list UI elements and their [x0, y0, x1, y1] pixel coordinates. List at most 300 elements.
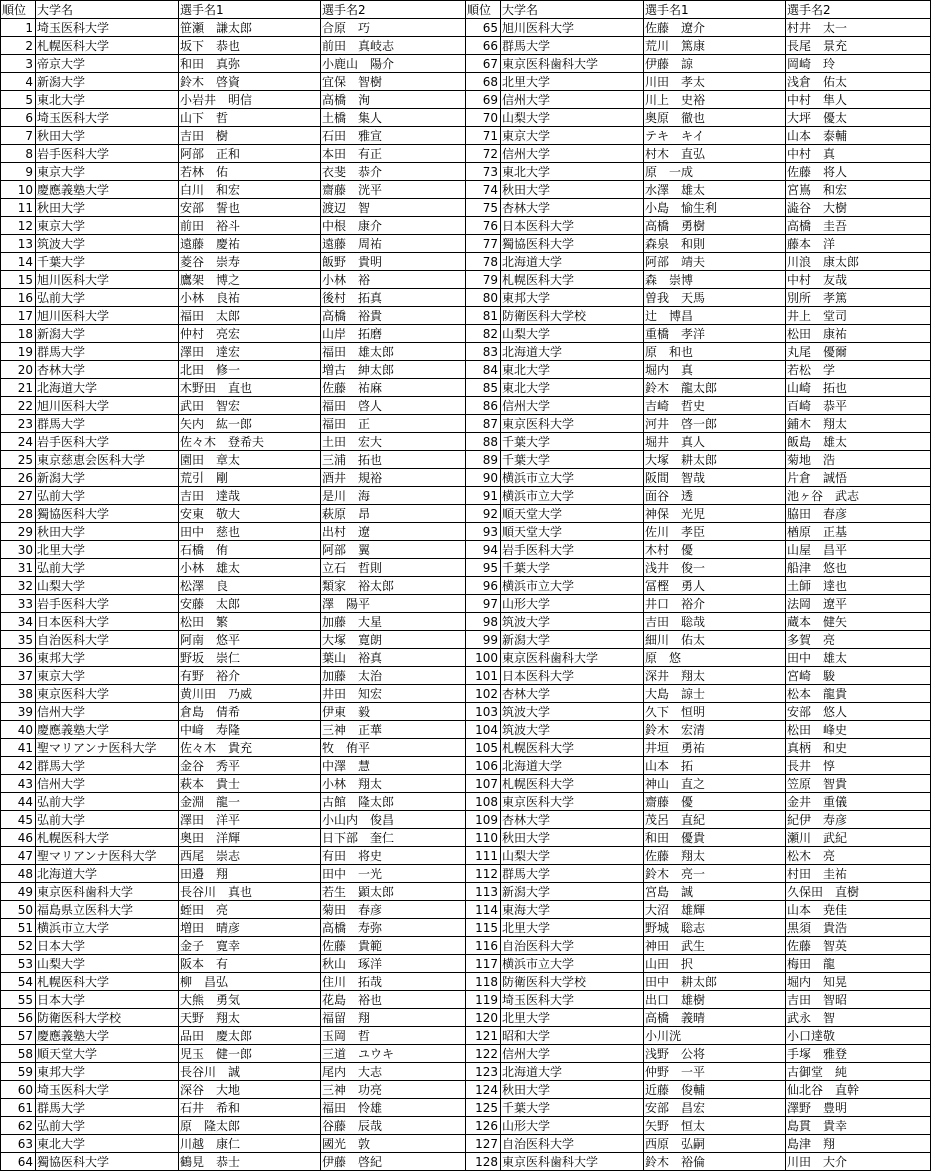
rank-cell[interactable]: 65: [466, 19, 501, 37]
player2-cell[interactable]: 増古 紳太郎: [321, 361, 466, 379]
university-cell[interactable]: 埼玉医科大学: [36, 1081, 179, 1099]
player2-cell[interactable]: 村田 圭祐: [786, 865, 931, 883]
rank-cell[interactable]: 88: [466, 433, 501, 451]
university-cell[interactable]: 東邦大学: [501, 289, 644, 307]
player1-cell[interactable]: 野坂 崇仁: [179, 649, 321, 667]
rank-cell[interactable]: 109: [466, 811, 501, 829]
rank-cell[interactable]: 33: [1, 595, 36, 613]
player1-cell[interactable]: 安部 誓也: [179, 199, 321, 217]
player2-cell[interactable]: 若生 顕太郎: [321, 883, 466, 901]
player2-cell[interactable]: 田中 一光: [321, 865, 466, 883]
player1-cell[interactable]: 笹瀬 謙太郎: [179, 19, 321, 37]
player1-cell[interactable]: 宮島 誠: [644, 883, 786, 901]
player2-cell[interactable]: 玉岡 哲: [321, 1027, 466, 1045]
university-cell[interactable]: 横浜市立大学: [501, 955, 644, 973]
rank-cell[interactable]: 29: [1, 523, 36, 541]
player2-cell[interactable]: 川田 大介: [786, 1153, 931, 1171]
player1-cell[interactable]: 長谷川 真也: [179, 883, 321, 901]
rank-cell[interactable]: 38: [1, 685, 36, 703]
rank-cell[interactable]: 47: [1, 847, 36, 865]
player2-cell[interactable]: 谷藤 辰哉: [321, 1117, 466, 1135]
player2-cell[interactable]: 宮嶌 和宏: [786, 181, 931, 199]
player2-cell[interactable]: 前田 真岐志: [321, 37, 466, 55]
rank-cell[interactable]: 17: [1, 307, 36, 325]
player2-cell[interactable]: 土田 宏大: [321, 433, 466, 451]
rank-cell[interactable]: 15: [1, 271, 36, 289]
university-cell[interactable]: 東海大学: [501, 901, 644, 919]
player2-cell[interactable]: 牧 侑平: [321, 739, 466, 757]
university-cell[interactable]: 筑波大学: [501, 721, 644, 739]
university-cell[interactable]: 東北大学: [501, 361, 644, 379]
player1-cell[interactable]: 吉田 樹: [179, 127, 321, 145]
rank-cell[interactable]: 91: [466, 487, 501, 505]
university-cell[interactable]: 岩手医科大学: [501, 541, 644, 559]
rank-cell[interactable]: 34: [1, 613, 36, 631]
player1-cell[interactable]: 和田 真弥: [179, 55, 321, 73]
player1-cell[interactable]: 小川洸: [644, 1027, 786, 1045]
player2-cell[interactable]: 佐藤 将人: [786, 163, 931, 181]
rank-cell[interactable]: 39: [1, 703, 36, 721]
player2-cell[interactable]: 合原 巧: [321, 19, 466, 37]
player1-cell[interactable]: 堀井 真人: [644, 433, 786, 451]
player2-cell[interactable]: 菊田 春彦: [321, 901, 466, 919]
player2-cell[interactable]: 若松 学: [786, 361, 931, 379]
university-cell[interactable]: 北海道大学: [36, 379, 179, 397]
rank-cell[interactable]: 69: [466, 91, 501, 109]
rank-cell[interactable]: 90: [466, 469, 501, 487]
player2-cell[interactable]: 笠原 智貴: [786, 775, 931, 793]
player1-cell[interactable]: 山本 拓: [644, 757, 786, 775]
rank-cell[interactable]: 122: [466, 1045, 501, 1063]
player2-cell[interactable]: 澤 陽平: [321, 595, 466, 613]
rank-cell[interactable]: 42: [1, 757, 36, 775]
rank-cell[interactable]: 48: [1, 865, 36, 883]
university-cell[interactable]: 東邦大学: [36, 1063, 179, 1081]
university-cell[interactable]: 杏林大学: [501, 811, 644, 829]
rank-cell[interactable]: 68: [466, 73, 501, 91]
player2-cell[interactable]: 松田 康祐: [786, 325, 931, 343]
university-cell[interactable]: 弘前大学: [36, 487, 179, 505]
player1-cell[interactable]: 小岩井 明信: [179, 91, 321, 109]
university-cell[interactable]: 北里大学: [501, 1009, 644, 1027]
rank-cell[interactable]: 94: [466, 541, 501, 559]
player2-cell[interactable]: 中村 友哉: [786, 271, 931, 289]
player2-cell[interactable]: 出村 遼: [321, 523, 466, 541]
player1-cell[interactable]: 木村 優: [644, 541, 786, 559]
university-cell[interactable]: 札幌医科大学: [36, 973, 179, 991]
rank-cell[interactable]: 76: [466, 217, 501, 235]
rank-cell[interactable]: 55: [1, 991, 36, 1009]
rank-cell[interactable]: 100: [466, 649, 501, 667]
rank-cell[interactable]: 75: [466, 199, 501, 217]
rank-cell[interactable]: 6: [1, 109, 36, 127]
university-cell[interactable]: 弘前大学: [36, 559, 179, 577]
university-cell[interactable]: 横浜市立大学: [36, 919, 179, 937]
player2-cell[interactable]: 蔵本 健矢: [786, 613, 931, 631]
player1-cell[interactable]: 河井 啓一郎: [644, 415, 786, 433]
rank-cell[interactable]: 83: [466, 343, 501, 361]
player2-cell[interactable]: 小林 翔太: [321, 775, 466, 793]
university-cell[interactable]: 群馬大学: [36, 415, 179, 433]
player2-cell[interactable]: 土師 達也: [786, 577, 931, 595]
player2-cell[interactable]: 山本 泰輔: [786, 127, 931, 145]
rank-cell[interactable]: 21: [1, 379, 36, 397]
university-cell[interactable]: 順天堂大学: [501, 523, 644, 541]
rank-cell[interactable]: 44: [1, 793, 36, 811]
player1-cell[interactable]: 吉田 達哉: [179, 487, 321, 505]
university-cell[interactable]: 東京大学: [36, 217, 179, 235]
rank-cell[interactable]: 12: [1, 217, 36, 235]
player1-cell[interactable]: 小林 雄太: [179, 559, 321, 577]
university-cell[interactable]: 日本医科大学: [501, 667, 644, 685]
rank-cell[interactable]: 28: [1, 505, 36, 523]
rank-cell[interactable]: 98: [466, 613, 501, 631]
player2-cell[interactable]: 井田 知宏: [321, 685, 466, 703]
player2-cell[interactable]: 別所 孝篤: [786, 289, 931, 307]
rank-cell[interactable]: 77: [466, 235, 501, 253]
university-cell[interactable]: 獨協医科大学: [501, 235, 644, 253]
university-cell[interactable]: 信州大学: [36, 703, 179, 721]
rank-cell[interactable]: 51: [1, 919, 36, 937]
university-cell[interactable]: 千葉大学: [501, 433, 644, 451]
player2-cell[interactable]: 島津 翔: [786, 1135, 931, 1153]
rank-cell[interactable]: 53: [1, 955, 36, 973]
university-cell[interactable]: 東北大学: [501, 163, 644, 181]
player1-cell[interactable]: 阿部 正和: [179, 145, 321, 163]
rank-cell[interactable]: 78: [466, 253, 501, 271]
player1-cell[interactable]: 久下 恒明: [644, 703, 786, 721]
player2-cell[interactable]: 澁谷 大樹: [786, 199, 931, 217]
university-cell[interactable]: 旭川医科大学: [36, 307, 179, 325]
player2-cell[interactable]: 中澤 慧: [321, 757, 466, 775]
player1-cell[interactable]: 和田 優貴: [644, 829, 786, 847]
university-cell[interactable]: 東京医科大学: [501, 415, 644, 433]
player2-cell[interactable]: 山屋 昌平: [786, 541, 931, 559]
rank-cell[interactable]: 40: [1, 721, 36, 739]
university-cell[interactable]: 杏林大学: [36, 361, 179, 379]
rank-cell[interactable]: 118: [466, 973, 501, 991]
header-university[interactable]: 大学名: [36, 1, 179, 19]
rank-cell[interactable]: 60: [1, 1081, 36, 1099]
rank-cell[interactable]: 87: [466, 415, 501, 433]
player1-cell[interactable]: 品田 慶太郎: [179, 1027, 321, 1045]
player2-cell[interactable]: 吉田 智昭: [786, 991, 931, 1009]
university-cell[interactable]: 山梨大学: [501, 325, 644, 343]
player1-cell[interactable]: 山下 哲: [179, 109, 321, 127]
rank-cell[interactable]: 117: [466, 955, 501, 973]
player1-cell[interactable]: 阪間 智哉: [644, 469, 786, 487]
header-player2[interactable]: 選手名2: [321, 1, 466, 19]
university-cell[interactable]: 東京医科大学: [501, 793, 644, 811]
player1-cell[interactable]: 井垣 勇祐: [644, 739, 786, 757]
player2-cell[interactable]: 後村 拓真: [321, 289, 466, 307]
rank-cell[interactable]: 81: [466, 307, 501, 325]
rank-cell[interactable]: 27: [1, 487, 36, 505]
player1-cell[interactable]: 重橋 孝洋: [644, 325, 786, 343]
rank-cell[interactable]: 10: [1, 181, 36, 199]
university-cell[interactable]: 横浜市立大学: [501, 469, 644, 487]
player2-cell[interactable]: 花島 裕也: [321, 991, 466, 1009]
player2-cell[interactable]: 松田 峰史: [786, 721, 931, 739]
player2-cell[interactable]: 山岸 拓磨: [321, 325, 466, 343]
university-cell[interactable]: 慶應義塾大学: [36, 181, 179, 199]
rank-cell[interactable]: 95: [466, 559, 501, 577]
player1-cell[interactable]: 深井 翔太: [644, 667, 786, 685]
player1-cell[interactable]: 仲野 一平: [644, 1063, 786, 1081]
player2-cell[interactable]: 葉山 裕真: [321, 649, 466, 667]
university-cell[interactable]: 弘前大学: [36, 1117, 179, 1135]
player1-cell[interactable]: 高橋 勇樹: [644, 217, 786, 235]
university-cell[interactable]: 慶應義塾大学: [36, 1027, 179, 1045]
player1-cell[interactable]: 出口 雄樹: [644, 991, 786, 1009]
player1-cell[interactable]: 白川 和宏: [179, 181, 321, 199]
university-cell[interactable]: 昭和大学: [501, 1027, 644, 1045]
player2-cell[interactable]: 楢原 正基: [786, 523, 931, 541]
player1-cell[interactable]: テキ キイ: [644, 127, 786, 145]
player2-cell[interactable]: 松本 龍貴: [786, 685, 931, 703]
rank-cell[interactable]: 54: [1, 973, 36, 991]
player2-cell[interactable]: 片倉 誠悟: [786, 469, 931, 487]
university-cell[interactable]: 弘前大学: [36, 289, 179, 307]
university-cell[interactable]: 東京大学: [501, 127, 644, 145]
player1-cell[interactable]: 荒引 剛: [179, 469, 321, 487]
player2-cell[interactable]: 中村 真: [786, 145, 931, 163]
player2-cell[interactable]: 小口達敬: [786, 1027, 931, 1045]
rank-cell[interactable]: 36: [1, 649, 36, 667]
university-cell[interactable]: 順天堂大学: [501, 505, 644, 523]
rank-cell[interactable]: 70: [466, 109, 501, 127]
university-cell[interactable]: 筑波大学: [501, 703, 644, 721]
university-cell[interactable]: 秋田大学: [36, 127, 179, 145]
player2-cell[interactable]: 福田 怜雄: [321, 1099, 466, 1117]
player2-cell[interactable]: 三神 正華: [321, 721, 466, 739]
player2-cell[interactable]: 土橋 集人: [321, 109, 466, 127]
player2-cell[interactable]: 尾内 大志: [321, 1063, 466, 1081]
player2-cell[interactable]: 小林 裕: [321, 271, 466, 289]
player2-cell[interactable]: 佐藤 祐麻: [321, 379, 466, 397]
rank-cell[interactable]: 30: [1, 541, 36, 559]
rank-cell[interactable]: 113: [466, 883, 501, 901]
rank-cell[interactable]: 8: [1, 145, 36, 163]
player2-cell[interactable]: 佐藤 智英: [786, 937, 931, 955]
player2-cell[interactable]: 山本 尭佳: [786, 901, 931, 919]
player1-cell[interactable]: 阿南 悠平: [179, 631, 321, 649]
rank-cell[interactable]: 26: [1, 469, 36, 487]
player1-cell[interactable]: 小島 愉生利: [644, 199, 786, 217]
rank-cell[interactable]: 32: [1, 577, 36, 595]
player2-cell[interactable]: 遠藤 周祐: [321, 235, 466, 253]
player1-cell[interactable]: 大沼 雄輝: [644, 901, 786, 919]
university-cell[interactable]: 信州大学: [36, 775, 179, 793]
player2-cell[interactable]: 加藤 太治: [321, 667, 466, 685]
player2-cell[interactable]: 衣斐 恭介: [321, 163, 466, 181]
university-cell[interactable]: 埼玉医科大学: [36, 109, 179, 127]
university-cell[interactable]: 弘前大学: [36, 793, 179, 811]
rank-cell[interactable]: 11: [1, 199, 36, 217]
player2-cell[interactable]: 小鹿山 陽介: [321, 55, 466, 73]
university-cell[interactable]: 北海道大学: [36, 865, 179, 883]
rank-cell[interactable]: 58: [1, 1045, 36, 1063]
university-cell[interactable]: 群馬大学: [501, 865, 644, 883]
university-cell[interactable]: 防衛医科大学校: [36, 1009, 179, 1027]
player1-cell[interactable]: 大熊 勇気: [179, 991, 321, 1009]
university-cell[interactable]: 群馬大学: [501, 37, 644, 55]
player1-cell[interactable]: 中﨑 寿隆: [179, 721, 321, 739]
university-cell[interactable]: 信州大学: [501, 145, 644, 163]
player2-cell[interactable]: 福田 正: [321, 415, 466, 433]
rank-cell[interactable]: 66: [466, 37, 501, 55]
player2-cell[interactable]: 伊藤 啓紀: [321, 1153, 466, 1171]
university-cell[interactable]: 山梨大学: [501, 847, 644, 865]
rank-cell[interactable]: 23: [1, 415, 36, 433]
player1-cell[interactable]: 石橋 侑: [179, 541, 321, 559]
player2-cell[interactable]: 飯野 貴明: [321, 253, 466, 271]
player1-cell[interactable]: 西原 弘嗣: [644, 1135, 786, 1153]
player1-cell[interactable]: 山田 択: [644, 955, 786, 973]
rank-cell[interactable]: 93: [466, 523, 501, 541]
player1-cell[interactable]: 澤田 洋平: [179, 811, 321, 829]
player2-cell[interactable]: 古館 隆太郎: [321, 793, 466, 811]
player2-cell[interactable]: 加藤 大星: [321, 613, 466, 631]
player2-cell[interactable]: 立石 哲則: [321, 559, 466, 577]
player1-cell[interactable]: 金子 寛幸: [179, 937, 321, 955]
rank-cell[interactable]: 20: [1, 361, 36, 379]
player2-cell[interactable]: 瀬川 武紀: [786, 829, 931, 847]
header-rank[interactable]: 順位: [1, 1, 36, 19]
player2-cell[interactable]: 藤本 洋: [786, 235, 931, 253]
player1-cell[interactable]: 佐藤 翔太: [644, 847, 786, 865]
rank-cell[interactable]: 96: [466, 577, 501, 595]
player1-cell[interactable]: 天野 翔太: [179, 1009, 321, 1027]
player1-cell[interactable]: 鈴木 龍太郎: [644, 379, 786, 397]
player1-cell[interactable]: 鈴木 裕倫: [644, 1153, 786, 1171]
player1-cell[interactable]: 吉崎 哲史: [644, 397, 786, 415]
rank-cell[interactable]: 72: [466, 145, 501, 163]
university-cell[interactable]: 聖マリアンナ医科大学: [36, 739, 179, 757]
player2-cell[interactable]: 中村 隼人: [786, 91, 931, 109]
player2-cell[interactable]: 浅倉 佑太: [786, 73, 931, 91]
university-cell[interactable]: 自治医科大学: [501, 1135, 644, 1153]
player2-cell[interactable]: 國光 敦: [321, 1135, 466, 1153]
rank-cell[interactable]: 104: [466, 721, 501, 739]
player2-cell[interactable]: 島貫 貴幸: [786, 1117, 931, 1135]
rank-cell[interactable]: 74: [466, 181, 501, 199]
rank-cell[interactable]: 3: [1, 55, 36, 73]
player1-cell[interactable]: 川田 孝太: [644, 73, 786, 91]
player1-cell[interactable]: 大塚 耕太郎: [644, 451, 786, 469]
university-cell[interactable]: 自治医科大学: [36, 631, 179, 649]
rank-cell[interactable]: 105: [466, 739, 501, 757]
player1-cell[interactable]: 奥原 徹也: [644, 109, 786, 127]
player2-cell[interactable]: 三浦 拓也: [321, 451, 466, 469]
player2-cell[interactable]: 長尾 景充: [786, 37, 931, 55]
player1-cell[interactable]: 近藤 俊輔: [644, 1081, 786, 1099]
player1-cell[interactable]: 小林 良祐: [179, 289, 321, 307]
university-cell[interactable]: 千葉大学: [501, 451, 644, 469]
university-cell[interactable]: 横浜市立大学: [501, 577, 644, 595]
player1-cell[interactable]: 佐々木 登希夫: [179, 433, 321, 451]
university-cell[interactable]: 北里大学: [501, 919, 644, 937]
rank-cell[interactable]: 84: [466, 361, 501, 379]
university-cell[interactable]: 東京医科歯科大学: [501, 1153, 644, 1171]
player1-cell[interactable]: 蛭田 亮: [179, 901, 321, 919]
player1-cell[interactable]: 冨樫 勇人: [644, 577, 786, 595]
player1-cell[interactable]: 鈴木 亮一: [644, 865, 786, 883]
rank-cell[interactable]: 120: [466, 1009, 501, 1027]
player1-cell[interactable]: 北田 修一: [179, 361, 321, 379]
rank-cell[interactable]: 73: [466, 163, 501, 181]
university-cell[interactable]: 秋田大学: [501, 829, 644, 847]
player2-cell[interactable]: 伊東 毅: [321, 703, 466, 721]
player2-cell[interactable]: 黒須 貴浩: [786, 919, 931, 937]
rank-cell[interactable]: 128: [466, 1153, 501, 1171]
player1-cell[interactable]: 矢内 紘一郎: [179, 415, 321, 433]
player1-cell[interactable]: 鈴木 啓資: [179, 73, 321, 91]
university-cell[interactable]: 日本大学: [36, 937, 179, 955]
player1-cell[interactable]: 高橋 義晴: [644, 1009, 786, 1027]
university-cell[interactable]: 東北大学: [501, 379, 644, 397]
rank-cell[interactable]: 31: [1, 559, 36, 577]
player1-cell[interactable]: 福田 太郎: [179, 307, 321, 325]
player1-cell[interactable]: 水澤 雄太: [644, 181, 786, 199]
rank-cell[interactable]: 41: [1, 739, 36, 757]
rank-cell[interactable]: 121: [466, 1027, 501, 1045]
university-cell[interactable]: 千葉大学: [36, 253, 179, 271]
rank-cell[interactable]: 49: [1, 883, 36, 901]
rank-cell[interactable]: 43: [1, 775, 36, 793]
player1-cell[interactable]: 金淵 龍一: [179, 793, 321, 811]
university-cell[interactable]: 順天堂大学: [36, 1045, 179, 1063]
player2-cell[interactable]: 高橋 寿弥: [321, 919, 466, 937]
player1-cell[interactable]: 金谷 秀平: [179, 757, 321, 775]
rank-cell[interactable]: 9: [1, 163, 36, 181]
rank-cell[interactable]: 2: [1, 37, 36, 55]
player1-cell[interactable]: 村木 直弘: [644, 145, 786, 163]
rank-cell[interactable]: 71: [466, 127, 501, 145]
player1-cell[interactable]: 鈴木 宏清: [644, 721, 786, 739]
player1-cell[interactable]: 柳 昌弘: [179, 973, 321, 991]
university-cell[interactable]: 筑波大学: [36, 235, 179, 253]
rank-cell[interactable]: 25: [1, 451, 36, 469]
university-cell[interactable]: 東京医科歯科大学: [36, 883, 179, 901]
rank-cell[interactable]: 107: [466, 775, 501, 793]
university-cell[interactable]: 福島県立医科大学: [36, 901, 179, 919]
rank-cell[interactable]: 4: [1, 73, 36, 91]
player1-cell[interactable]: 辻 博昌: [644, 307, 786, 325]
university-cell[interactable]: 千葉大学: [501, 1099, 644, 1117]
player2-cell[interactable]: 中根 康介: [321, 217, 466, 235]
rank-cell[interactable]: 125: [466, 1099, 501, 1117]
player1-cell[interactable]: 鷹架 博之: [179, 271, 321, 289]
player2-cell[interactable]: 高橋 裕貴: [321, 307, 466, 325]
university-cell[interactable]: 北海道大学: [501, 343, 644, 361]
university-cell[interactable]: 日本大学: [36, 991, 179, 1009]
player2-cell[interactable]: 梅田 龍: [786, 955, 931, 973]
university-cell[interactable]: 東京大学: [36, 667, 179, 685]
player2-cell[interactable]: 有田 将史: [321, 847, 466, 865]
player1-cell[interactable]: 佐川 孝臣: [644, 523, 786, 541]
university-cell[interactable]: 新潟大学: [36, 73, 179, 91]
player2-cell[interactable]: 真柄 和史: [786, 739, 931, 757]
player2-cell[interactable]: 宜保 智樹: [321, 73, 466, 91]
rank-cell[interactable]: 19: [1, 343, 36, 361]
university-cell[interactable]: 東京大学: [36, 163, 179, 181]
player2-cell[interactable]: 小山内 俊昌: [321, 811, 466, 829]
player2-cell[interactable]: 脇田 春彦: [786, 505, 931, 523]
university-cell[interactable]: 岩手医科大学: [36, 145, 179, 163]
player1-cell[interactable]: 原 悠: [644, 649, 786, 667]
university-cell[interactable]: 信州大学: [501, 397, 644, 415]
